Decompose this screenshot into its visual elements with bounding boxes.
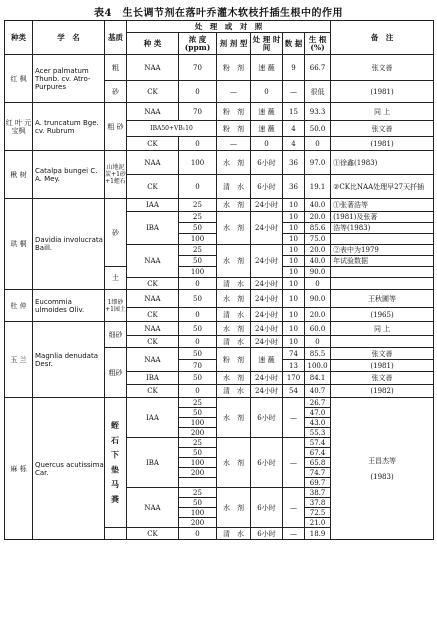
- note-cell: (1981): [331, 360, 434, 372]
- time-cell: 6小时: [251, 398, 283, 438]
- kind-cell: NAA: [127, 245, 179, 278]
- rate-cell: 18.9: [305, 528, 331, 540]
- note-cell: 王秋圃等: [331, 290, 434, 308]
- time-cell: 6小时: [251, 151, 283, 175]
- note-cell: 张文善: [331, 55, 434, 81]
- note-cell: ①徐鑫(1983): [331, 151, 434, 175]
- note-cell: 同 上: [331, 103, 434, 121]
- count-cell: —: [283, 81, 305, 103]
- medium-cell: [105, 528, 127, 540]
- count-cell: 10: [283, 212, 305, 223]
- rate-cell: 57.4: [305, 438, 331, 448]
- rate-cell: 97.0: [305, 151, 331, 175]
- time-cell: 24小时: [251, 212, 283, 245]
- rate-cell: 84.1: [305, 372, 331, 385]
- note-cell: [331, 398, 434, 540]
- note-cell: (1981)及张著: [331, 212, 434, 223]
- form-cell: 清 水: [217, 278, 251, 290]
- form-cell: 水 剂: [217, 488, 251, 528]
- medium-cell: 1细砂+1园土: [105, 290, 127, 322]
- conc-cell: 0: [179, 81, 217, 103]
- kind-cell: NAA: [127, 151, 179, 175]
- kind-cell: NAA: [127, 55, 179, 81]
- kind-cell: CK: [127, 308, 179, 322]
- rate-cell: 90.0: [305, 290, 331, 308]
- conc-cell: 25: [179, 212, 217, 223]
- rate-cell: 75.0: [305, 234, 331, 245]
- time-cell: 6小时: [251, 528, 283, 540]
- header-form: 剂 剂 型: [217, 33, 251, 55]
- rate-cell: 90.0: [305, 267, 331, 278]
- kind-cell: IAA: [127, 199, 179, 212]
- kind-cell: NAA: [127, 322, 179, 336]
- form-cell: 水 剂: [217, 212, 251, 245]
- medium-cell: 粗 砂: [105, 103, 127, 151]
- time-cell: 6小时: [251, 175, 283, 199]
- rate-cell: 0: [305, 336, 331, 348]
- time-cell: 24小时: [251, 199, 283, 212]
- time-cell: 24小时: [251, 385, 283, 398]
- form-cell: 粉 剂: [217, 121, 251, 137]
- form-cell: 水 剂: [217, 245, 251, 278]
- rate-cell: 21.0: [305, 518, 331, 528]
- table-title: 表4 生长调节剂在落叶乔灌木软枝扦插生根中的作用: [94, 8, 343, 19]
- rate-cell: 20.0: [305, 212, 331, 223]
- form-cell: 清 水: [217, 528, 251, 540]
- kind-cell: IBA: [127, 438, 179, 488]
- kind-cell: CK: [127, 528, 179, 540]
- time-cell: 速 蘸: [251, 348, 283, 372]
- conc-cell: 70: [179, 55, 217, 81]
- species-cell: 红 枫: [5, 55, 33, 103]
- conc-cell: 100: [179, 234, 217, 245]
- form-cell: 水 剂: [217, 438, 251, 488]
- count-cell: —: [283, 438, 305, 488]
- note-year: (1983): [370, 472, 394, 481]
- conc-cell: 25: [179, 438, 217, 448]
- conc-cell: 25: [179, 199, 217, 212]
- note-cell: 同 上: [331, 322, 434, 336]
- count-cell: 10: [283, 322, 305, 336]
- medium-cell: 细砂: [105, 322, 127, 348]
- rate-cell: 43.0: [305, 418, 331, 428]
- conc-cell: 25: [179, 398, 217, 408]
- count-cell: 36: [283, 175, 305, 199]
- medium-cell: 山地泥炭+1砂+1蛭石: [105, 151, 127, 199]
- rate-cell: 47.0: [305, 408, 331, 418]
- rate-cell: 93.3: [305, 103, 331, 121]
- note-cell: ②表中为1979: [331, 245, 434, 256]
- form-cell: 清 水: [217, 308, 251, 322]
- count-cell: 74: [283, 348, 305, 360]
- rate-cell: 很低: [305, 81, 331, 103]
- rate-cell: 100.0: [305, 360, 331, 372]
- medium-cell: 蛭 石 下 垫 马 粪: [105, 398, 127, 528]
- rate-cell: 37.8: [305, 498, 331, 508]
- form-cell: 水 剂: [217, 372, 251, 385]
- time-cell: 24小时: [251, 322, 283, 336]
- rate-cell: 0: [305, 278, 331, 290]
- conc-cell: 25: [179, 488, 217, 498]
- kind-cell: NAA: [127, 103, 179, 121]
- count-cell: 54: [283, 385, 305, 398]
- rate-cell: 26.7: [305, 398, 331, 408]
- note-cell: ②CK比NAA处理早27天扦插: [331, 175, 434, 199]
- form-cell: 清 水: [217, 175, 251, 199]
- form-cell: —: [217, 137, 251, 151]
- conc-cell: 100: [179, 458, 217, 468]
- note-author: 王昌杰等: [368, 456, 397, 465]
- rate-cell: 67.4: [305, 448, 331, 458]
- kind-cell: NAA: [127, 290, 179, 308]
- rate-cell: 40.0: [305, 199, 331, 212]
- conc-cell: 50: [179, 322, 217, 336]
- time-cell: 速 蘸: [251, 103, 283, 121]
- note-cell: (1965): [331, 308, 434, 322]
- note-cell: 张文善: [331, 372, 434, 385]
- data-table: [4, 20, 434, 540]
- count-cell: 4: [283, 137, 305, 151]
- header-rate: 生 根 (%): [305, 33, 331, 55]
- count-cell: 9: [283, 55, 305, 81]
- form-cell: —: [217, 81, 251, 103]
- form-cell: 粉 剂: [217, 348, 251, 372]
- conc-cell: 50: [179, 348, 217, 360]
- rate-cell: 38.7: [305, 488, 331, 498]
- count-cell: —: [283, 488, 305, 528]
- conc-cell: 50: [179, 256, 217, 267]
- latin-cell: Catalpa bungei C. A. Mey.: [33, 151, 105, 199]
- form-cell: 水 剂: [217, 290, 251, 308]
- form-cell: 水 剂: [217, 398, 251, 438]
- conc-cell: 0: [179, 175, 217, 199]
- note-cell: [331, 267, 434, 278]
- conc-cell: 0: [179, 385, 217, 398]
- latin-cell: Quercus acutissima Car.: [33, 398, 105, 540]
- conc-cell: 0: [179, 528, 217, 540]
- note-cell: 张文善: [331, 348, 434, 360]
- rate-cell: 85.6: [305, 223, 331, 234]
- note-cell: 年试验数据: [331, 256, 434, 267]
- latin-cell: Eucommia ulmoides Oliv.: [33, 290, 105, 322]
- time-cell: 24小时: [251, 372, 283, 385]
- conc-cell: 100: [179, 151, 217, 175]
- kind-cell: IBA: [127, 372, 179, 385]
- header-treatment: 处 理 或 对 照: [127, 21, 331, 33]
- count-cell: 10: [283, 199, 305, 212]
- note-cell: [331, 278, 434, 290]
- latin-cell: Magnlia denudata Desr.: [33, 322, 105, 398]
- conc-cell: 70: [179, 103, 217, 121]
- rate-cell: 20.0: [305, 308, 331, 322]
- kind-cell: CK: [127, 336, 179, 348]
- medium-cell: 粗砂: [105, 348, 127, 398]
- time-cell: 24小时: [251, 245, 283, 278]
- count-cell: 10: [283, 336, 305, 348]
- count-cell: 170: [283, 372, 305, 385]
- conc-cell: 50: [179, 408, 217, 418]
- kind-cell: IAA: [127, 398, 179, 438]
- form-cell: 粉 剂: [217, 55, 251, 81]
- rate-cell: 40.0: [305, 256, 331, 267]
- conc-cell: 0: [179, 336, 217, 348]
- header-medium: 基质: [105, 21, 127, 55]
- time-cell: 速 蘸: [251, 121, 283, 137]
- medium-cell: 砂: [105, 199, 127, 267]
- header-species: 种类: [5, 21, 33, 55]
- time-cell: 6小时: [251, 438, 283, 488]
- time-cell: 速 蘸: [251, 55, 283, 81]
- count-cell: 10: [283, 256, 305, 267]
- conc-cell: [179, 478, 217, 488]
- header-kind: 种 类: [127, 33, 179, 55]
- conc-cell: 200: [179, 428, 217, 438]
- count-cell: —: [283, 398, 305, 438]
- note-cell: (1981): [331, 81, 434, 103]
- rate-cell: 19.1: [305, 175, 331, 199]
- conc-cell: 100: [179, 508, 217, 518]
- conc-cell: 50: [179, 498, 217, 508]
- rate-cell: 69.7: [305, 478, 331, 488]
- note-cell: (1981): [331, 137, 434, 151]
- conc-cell: 50: [179, 290, 217, 308]
- rate-cell: 50.0: [305, 121, 331, 137]
- note-cell: (1982): [331, 385, 434, 398]
- rate-cell: 65.8: [305, 458, 331, 468]
- conc-cell: 200: [179, 518, 217, 528]
- kind-cell: CK: [127, 81, 179, 103]
- count-cell: 10: [283, 223, 305, 234]
- kind-cell: IBA50+VB₁10: [127, 121, 217, 137]
- form-cell: 粉 剂: [217, 103, 251, 121]
- medium-cell: 土: [105, 267, 127, 290]
- rate-cell: 60.0: [305, 322, 331, 336]
- species-cell: 楸 树: [5, 151, 33, 199]
- note-cell: [331, 336, 434, 348]
- count-cell: 10: [283, 308, 305, 322]
- conc-cell: 200: [179, 468, 217, 478]
- conc-cell: 50: [179, 223, 217, 234]
- kind-cell: NAA: [127, 348, 179, 372]
- count-cell: 10: [283, 234, 305, 245]
- time-cell: 24小时: [251, 278, 283, 290]
- species-cell: 玉 兰: [5, 322, 33, 398]
- note-cell: 浩等(1983): [331, 223, 434, 234]
- species-cell: 珙 桐: [5, 199, 33, 290]
- note-cell: ①张著浩等: [331, 199, 434, 212]
- rate-cell: 40.7: [305, 385, 331, 398]
- conc-cell: 0: [179, 308, 217, 322]
- count-cell: 10: [283, 290, 305, 308]
- species-cell: 杜 仲: [5, 290, 33, 322]
- count-cell: 13: [283, 360, 305, 372]
- count-cell: —: [283, 528, 305, 540]
- header-conc: 浓 度 (ppm): [179, 33, 217, 55]
- form-cell: 水 剂: [217, 199, 251, 212]
- header-note: 备 注: [331, 21, 434, 55]
- medium-cell: 砂: [105, 81, 127, 103]
- time-cell: 24小时: [251, 308, 283, 322]
- time-cell: 24小时: [251, 336, 283, 348]
- rate-cell: 72.5: [305, 508, 331, 518]
- time-cell: 0: [251, 137, 283, 151]
- header-latin: 学 名: [33, 21, 105, 55]
- header-count: 数 据: [283, 33, 305, 55]
- species-cell: 红 叶 元宝枫: [5, 103, 33, 151]
- conc-cell: 100: [179, 267, 217, 278]
- conc-cell: 50: [179, 448, 217, 458]
- rate-cell: 66.7: [305, 55, 331, 81]
- count-cell: 4: [283, 121, 305, 137]
- count-cell: 10: [283, 267, 305, 278]
- kind-cell: NAA: [127, 488, 179, 528]
- rate-cell: 55.3: [305, 428, 331, 438]
- kind-cell: CK: [127, 137, 179, 151]
- kind-cell: IBA: [127, 212, 179, 245]
- rate-cell: 20.0: [305, 245, 331, 256]
- time-cell: 6小时: [251, 488, 283, 528]
- conc-cell: 25: [179, 245, 217, 256]
- form-cell: 水 剂: [217, 151, 251, 175]
- time-cell: 0: [251, 81, 283, 103]
- header-time: 处 理 时 间: [251, 33, 283, 55]
- count-cell: 15: [283, 103, 305, 121]
- conc-cell: 70: [179, 360, 217, 372]
- count-cell: 36: [283, 151, 305, 175]
- species-cell: 麻 栎: [5, 398, 33, 540]
- latin-cell: Acer palmatum Thunb. cv. Atro-Purpures: [33, 55, 105, 103]
- kind-cell: CK: [127, 278, 179, 290]
- rate-cell: 74.7: [305, 468, 331, 478]
- medium-cell: 粗: [105, 55, 127, 81]
- kind-cell: CK: [127, 175, 179, 199]
- note-cell: 张文善: [331, 121, 434, 137]
- count-cell: 10: [283, 245, 305, 256]
- time-cell: 24小时: [251, 290, 283, 308]
- kind-cell: CK: [127, 385, 179, 398]
- rate-cell: 85.5: [305, 348, 331, 360]
- latin-cell: A. truncatum Bge. cv. Rubrum: [33, 103, 105, 151]
- conc-cell: 0: [179, 278, 217, 290]
- count-cell: 10: [283, 278, 305, 290]
- form-cell: 水 剂: [217, 322, 251, 336]
- latin-cell: Davidia involucrata Baill.: [33, 199, 105, 290]
- rate-cell: 0: [305, 137, 331, 151]
- conc-cell: 50: [179, 372, 217, 385]
- note-cell: [331, 234, 434, 245]
- form-cell: 清 水: [217, 385, 251, 398]
- conc-cell: 100: [179, 418, 217, 428]
- form-cell: 清 水: [217, 336, 251, 348]
- conc-cell: 0: [179, 137, 217, 151]
